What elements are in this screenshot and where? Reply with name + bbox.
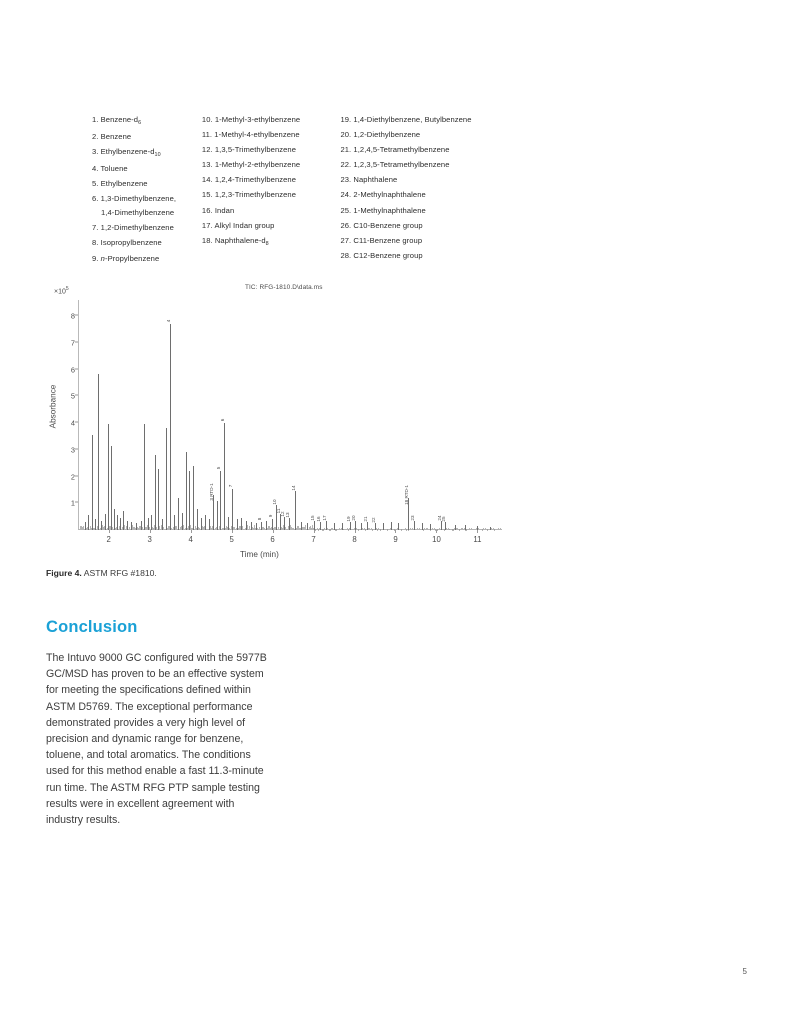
chromatogram-peak <box>166 428 167 530</box>
chromatogram-peak <box>355 521 356 530</box>
y-axis-tick-label: 8 <box>70 311 75 321</box>
figure-caption-text: ASTM RFG #1810. <box>81 568 157 578</box>
x-axis-tick-label: 11 <box>473 535 482 544</box>
y-axis-tick-label: 5 <box>70 391 75 401</box>
legend-item: 16. Indan <box>201 205 235 215</box>
legend-item: 10. 1-Methyl-3-ethylbenzene <box>201 115 301 124</box>
chromatogram-peak <box>361 523 362 530</box>
chromatogram-peak <box>367 522 368 530</box>
peak-label: 6 <box>220 418 226 422</box>
conclusion-body: The Intuvo 9000 GC configured with the 5977B GC/MSD has proven to be an effective system for meeting the specifications defined within ASTM D5769. The exceptional performance demonstrated provides a very high level of precision and dynamic range for benzene, toluene, and total aromatics. The conditions used for this method enable a fast 11.3-minute run time. The ASTM RFG PTP sample testing results were in excellent agreement with industry results. <box>46 652 267 827</box>
y-axis-tick-label: 2 <box>70 472 75 482</box>
x-axis-tick-mark <box>191 530 192 533</box>
legend-item: 13. 1-Methyl-2-ethylbenzene <box>201 160 301 170</box>
legend-item: 23. Naphthalene <box>340 175 398 185</box>
x-axis-tick-label: 2 <box>106 535 111 544</box>
legend-item: 15. 1,2,3-Trimethylbenzene <box>201 190 297 200</box>
chromatogram-peak <box>178 498 179 530</box>
peak-label: 13 <box>284 512 290 518</box>
chromatogram-peak <box>131 522 132 530</box>
y-axis-tick-mark <box>75 368 78 369</box>
chromatogram-peak <box>141 521 142 530</box>
x-axis-tick-mark <box>232 530 233 533</box>
y-axis-tick-mark <box>75 395 78 396</box>
chromatogram-peak <box>123 511 124 530</box>
y-axis-tick-label: 7 <box>70 338 75 348</box>
y-axis-tick-mark <box>75 448 78 449</box>
legend-item: 27. C11-Benzene group <box>340 235 423 245</box>
legend-item: 1. Benzene-$d_6$ <box>92 115 142 126</box>
peak-label: 23 <box>409 515 415 521</box>
x-axis-tick-mark <box>477 530 478 533</box>
chromatogram-peak <box>174 515 175 530</box>
chromatogram-peak <box>246 521 247 530</box>
peak-label: 25 <box>441 516 447 522</box>
peak-label: 18 RTD-1 <box>403 485 409 505</box>
legend-item: 14. 1,2,4-Trimethylbenzene <box>201 175 297 185</box>
y-axis-line <box>78 300 79 530</box>
chromatogram-peak <box>375 523 376 530</box>
legend-item: 3. Ethylbenzene-$d_{10}$ <box>92 147 161 159</box>
chromatogram-peak <box>127 521 128 530</box>
x-axis-tick-mark <box>314 530 315 533</box>
chromatogram-peak <box>201 518 202 530</box>
peak-label: 12 <box>280 511 286 517</box>
chromatogram-peak <box>95 519 96 530</box>
chromatogram-peak <box>301 522 302 530</box>
chromatogram-peak <box>170 324 171 530</box>
chromatogram-peak <box>342 523 343 530</box>
legend-item: 9. n-Propylbenzene <box>92 253 160 263</box>
chromatogram-peak <box>477 526 478 530</box>
legend-item: 21. 1,2,4,5-Tetramethylbenzene <box>340 145 450 155</box>
chromatogram-peak <box>224 423 225 530</box>
chromatogram-peak <box>193 466 194 530</box>
y-axis-tick-label: 1 <box>70 498 75 508</box>
peak-label: 15 <box>309 515 315 521</box>
legend-item: 2. Benzene <box>92 132 132 142</box>
chromatogram-peak <box>151 515 152 530</box>
chromatogram-peak <box>398 523 399 530</box>
peak-label: 24 <box>436 515 442 521</box>
peak-label: 11 <box>275 508 281 514</box>
legend-item: 20. 1,2-Diethylbenzene <box>340 130 421 140</box>
chromatogram-peak <box>117 515 118 530</box>
chromatogram-peak <box>289 518 290 530</box>
y-axis-exponent: $\times 10^5$ <box>54 286 69 296</box>
legend-column-3 <box>340 112 522 263</box>
y-axis-tick-label: 3 <box>70 445 75 455</box>
chromatogram-peak <box>383 523 384 530</box>
legend-item: 11. 1-Methyl-4-ethylbenzene <box>201 130 300 140</box>
peak-label: 5 <box>216 466 222 470</box>
x-axis-tick-label: 7 <box>311 535 316 544</box>
x-axis-tick-mark <box>436 530 437 533</box>
figure-caption-label: Figure 4. <box>46 568 82 578</box>
legend-item: 18. Naphthalene-$d_8$ <box>201 235 269 247</box>
y-axis-tick-mark <box>75 315 78 316</box>
chromatogram-peak <box>189 471 190 530</box>
y-axis-tick-mark <box>75 502 78 503</box>
legend-column-1 <box>92 112 202 266</box>
x-axis-tick-mark <box>150 530 151 533</box>
legend-item: 24. 2-Methylnaphthalene <box>340 190 426 200</box>
chromatogram-peak <box>92 435 93 530</box>
x-axis-tick-label: 8 <box>352 535 357 544</box>
chromatogram-peak <box>182 513 183 530</box>
chromatogram-peak <box>334 523 335 530</box>
chromatogram-peak <box>88 515 89 530</box>
page-number: 5 <box>742 967 747 976</box>
chromatogram-peak <box>284 517 285 530</box>
legend-item: 28. C12-Benzene group <box>340 250 423 260</box>
chromatogram-peak <box>186 452 187 530</box>
peak-label: 10 <box>271 499 277 505</box>
chromatogram-peak <box>220 471 221 530</box>
chromatogram-peak <box>326 521 327 530</box>
legend-column-2 <box>202 112 341 250</box>
chromatogram-peak <box>205 515 206 530</box>
chromatogram-peak <box>256 523 257 530</box>
peak-label: 22 <box>371 516 376 523</box>
chromatogram-peak <box>232 489 233 530</box>
peak-label: 7 <box>228 484 234 487</box>
chromatogram-peak <box>455 525 456 530</box>
chromatogram-peak <box>136 523 137 530</box>
peak-label: 9 <box>267 515 273 518</box>
peak-label: 17 <box>321 515 327 522</box>
chromatogram-peak <box>101 521 102 530</box>
legend-item: 6. 1,3-Dimethylbenzene, 1,4-Dimethylbenzene <box>92 194 177 217</box>
peak-label: 16 <box>315 516 321 522</box>
legend-item: 25. 1-Methylnaphthalene <box>340 205 426 215</box>
y-axis-tick-label: 6 <box>70 365 75 375</box>
chromatogram-peak <box>314 521 315 530</box>
x-axis-tick-mark <box>395 530 396 533</box>
y-axis-tick-label: 4 <box>70 418 75 428</box>
peak-label: 3 RTD-1 <box>209 483 215 501</box>
chromatogram-peak <box>85 522 86 530</box>
baseline-noise <box>501 529 502 530</box>
plot-area <box>70 300 502 544</box>
chromatogram-peak <box>272 519 273 530</box>
legend-item: 7. 1,2-Dimethylbenzene <box>92 223 174 233</box>
chromatogram-peak <box>162 519 163 530</box>
chromatogram-peak <box>155 455 156 530</box>
chromatogram-peak <box>209 519 210 530</box>
chromatogram-peak <box>414 521 415 530</box>
x-axis-tick-label: 9 <box>393 535 398 544</box>
chromatogram-peak <box>307 523 308 530</box>
legend-item: 8. Isopropylbenzene <box>92 238 162 248</box>
legend-item: 19. 1,4-Diethylbenzene, Butylbenzene <box>340 115 472 124</box>
x-axis-label: Time (min) <box>240 550 279 559</box>
chromatogram-peak <box>295 491 296 530</box>
compound-legend <box>92 112 522 266</box>
peak-label: 19 <box>346 516 352 522</box>
chromatogram-peak <box>105 514 106 530</box>
chromatogram-peak <box>158 469 159 531</box>
x-axis-tick-mark <box>355 530 356 533</box>
legend-item: 4. Toluene <box>92 164 128 174</box>
chromatogram-peak <box>261 522 262 530</box>
chromatogram-peak <box>98 374 99 530</box>
x-axis-tick-label: 10 <box>432 535 441 544</box>
chromatogram-peak <box>251 522 252 530</box>
chromatogram-peak <box>114 509 115 530</box>
legend-item: 26. C10-Benzene group <box>340 220 423 230</box>
chromatogram-peak <box>197 509 198 530</box>
chromatogram-peak <box>391 522 392 530</box>
y-axis-tick-mark <box>75 422 78 423</box>
x-axis-tick-mark <box>109 530 110 533</box>
chromatogram-peak <box>217 501 218 530</box>
chromatogram-peak <box>441 521 442 530</box>
y-axis-tick-mark <box>75 475 78 476</box>
x-axis-tick-label: 5 <box>229 535 234 544</box>
chromatogram-peak <box>148 518 149 530</box>
chromatogram-peak <box>108 424 109 530</box>
x-axis-tick-label: 6 <box>270 535 275 544</box>
figure-caption <box>46 568 157 578</box>
legend-item: 12. 1,3,5-Trimethylbenzene <box>201 145 297 155</box>
chromatogram-peak <box>350 522 351 530</box>
chromatogram-peak <box>465 525 466 530</box>
chromatogram-peak <box>422 523 423 530</box>
peak-label: 4 <box>166 319 172 323</box>
legend-item: 22. 1,2,3,5-Tetramethylbenzene <box>340 160 450 170</box>
x-axis-tick-mark <box>273 530 274 533</box>
peak-label: 20 <box>351 515 357 521</box>
y-axis-tick-mark <box>75 341 78 342</box>
chromatogram-peak <box>445 522 446 530</box>
legend-item: 5. Ethylbenzene <box>92 179 148 189</box>
chromatogram-peak <box>430 524 431 530</box>
chromatogram-peak <box>228 517 229 530</box>
chromatogram-peak <box>237 519 238 530</box>
peak-label: 14 <box>291 485 297 491</box>
chromatogram-peak <box>120 518 121 530</box>
x-axis-tick-label: 4 <box>188 535 193 544</box>
chromatogram-peak <box>111 446 112 530</box>
x-axis-tick-label: 3 <box>147 535 152 544</box>
chromatogram-chart <box>40 282 520 567</box>
y-axis-label: Absorbance <box>48 384 58 429</box>
conclusion-heading: Conclusion <box>46 618 138 636</box>
chromatogram-peak <box>241 518 242 530</box>
chromatogram-peak <box>320 522 321 530</box>
peak-label: 8 <box>257 517 263 521</box>
peak-label: 21 <box>362 516 368 522</box>
chromatogram-peak <box>490 527 491 530</box>
chromatogram-peak <box>266 521 267 530</box>
chromatogram-peak <box>144 424 145 530</box>
chart-title: TIC: RFG-1810.D\data.ms <box>245 284 323 291</box>
legend-item: 17. Alkyl Indan group <box>201 220 275 230</box>
